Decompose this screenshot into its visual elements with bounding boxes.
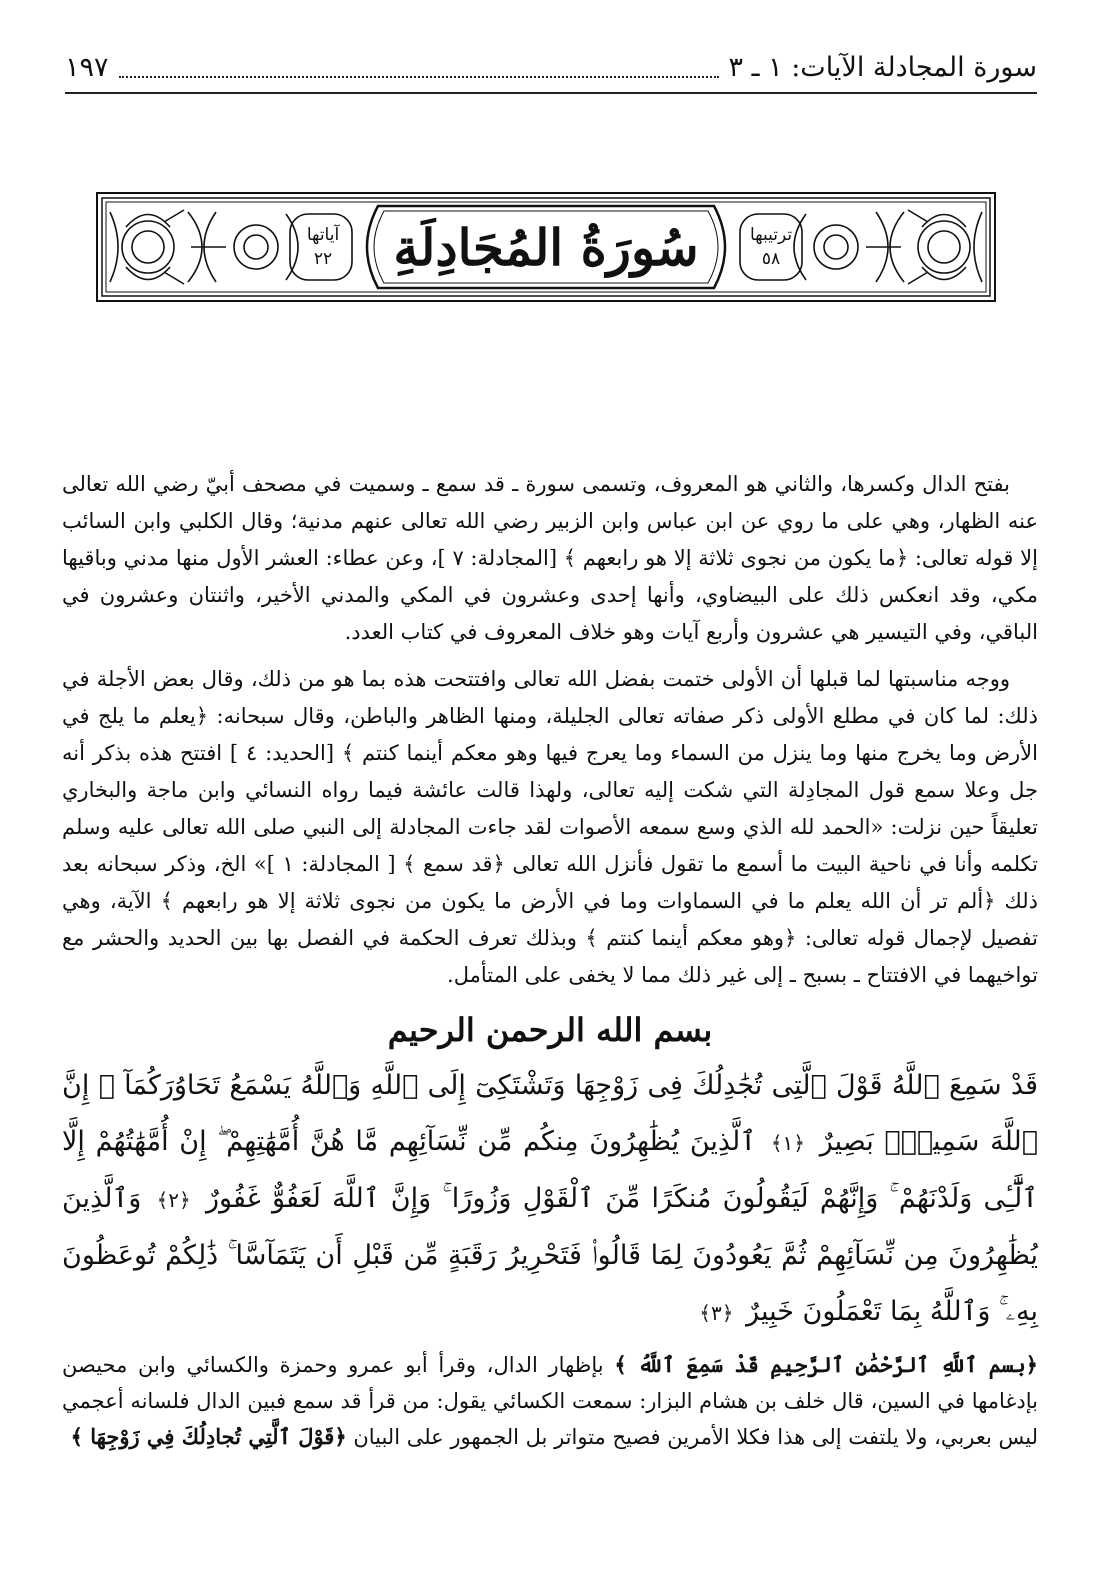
page-number: ١٩٧ xyxy=(65,52,109,83)
intro-paragraph-2: ووجه مناسبتها لما قبلها أن الأولى ختمت بفضل الله تعالى وافتتحت هذه بما هو من ذلك، وقال بعض الأجلة في ذلك: لما كان في مطلع الأولى ذكر صفاته تعالى الجليلة، ومنها الظاهر والباطن، وقال سبحانه: ﴿يعلم ما يلج في الأرض وما يخرج منها وما ينزل من السماء وما يعرج فيها وهو معكم أينما كنتم ﴾ [الحديد: ٤ ] افتتح هذه بذكر أنه جل وعلا سمع قول المجادِلة التي شكت إليه تعالى، ولهذا قالت عائشة فيما رواه النسائي وابن ماجة والبخاري تعليقاً حين نزلت: «الحمد لله الذي وسع سمعه الأصوات لقد جاءت المجادلة إلى النبي صلى الله تعالى عليه وسلم تكلمه وأنا في ناحية البيت ما أسمع ما تقول فأنزل الله تعالى ﴿قد سمع ﴾ [ المجادلة: ١ ]» الخ، وذكر سبحانه بعد ذلك ﴿ألم تر أن الله يعلم ما في السماوات وما في الأرض ما يكون من نجوى ثلاثة إلا هو رابعهم ﴾ الآية، وهي تفصيل لإجمال قوله تعالى: ﴿وهو معكم أينما كنتم ﴾ وبذلك تعرف الحكمة في الفصل بها بين الحديد والحشر مع تواخيهما في الافتتاح ـ بسبح ـ إلى غير ذلك مما لا يخفى على المتأمل. xyxy=(62,667,1038,987)
verse-number-2: ﴿٢﴾ xyxy=(156,1188,191,1212)
tafsir-quote-1: ﴿بسم ٱللَّهِ ٱلرَّحْمَٰنِ ٱلرَّحِيمِ قَدْ سَمِعَ ٱللَّهُ ﴾ xyxy=(614,1352,1038,1377)
header-rule xyxy=(65,92,1037,94)
verses-value: ٢٢ xyxy=(313,249,333,269)
quran-verses xyxy=(62,1058,1038,1341)
order-value: ٥٨ xyxy=(761,249,781,269)
surah-banner xyxy=(96,192,996,302)
verse-number-3: ﴿٣﴾ xyxy=(699,1301,734,1325)
order-label: ترتيبها xyxy=(749,225,793,245)
running-header xyxy=(65,48,1037,88)
verses-label: آياتها xyxy=(306,225,340,245)
tafsir-text-1: بإظهار الدال، وقرأ أبو عمرو وحمزة والكسائي وابن محيصن بإدغامها في السين، قال خلف بن هشام البزار: سمعت الكسائي يقول: من قرأ قد سمع فبين الدال فلسانه أعجمي ليس بعربي، ولا يلتفت إلى هذا فكلا الأمرين فصيح متواتر بل الجمهور على البيان xyxy=(62,1353,1038,1449)
verse-number-1: ﴿١﴾ xyxy=(770,1131,806,1155)
verse-3: وَٱلَّذِينَ يُظَٰهِرُونَ مِن نِّسَآئِهِمْ ثُمَّ يَعُودُونَ لِمَا قَالُوا۟ فَتَحْرِيرُ رَقَبَةٍ مِّن قَبْلِ أَن يَتَمَآسَّا ۚ ذَٰلِكُمْ تُوعَظُونَ بِهِۦ ۚ وَٱللَّهُ بِمَا تَعْمَلُونَ خَبِيرٌ xyxy=(62,1183,1038,1327)
header-leader-dots xyxy=(119,76,719,78)
verse-2: ٱلَّذِينَ يُظَٰهِرُونَ مِنكُم مِّن نِّسَآئِهِم مَّا هُنَّ أُمَّهَٰتِهِمْ ۖ إِنْ أُمَّهَٰتُهُمْ إِلَّا ٱلَّٰٓـِٔى وَلَدْنَهُمْ ۚ وَإِنَّهُمْ لَيَقُولُونَ مُنكَرًا مِّنَ ٱلْقَوْلِ وَزُورًا ۚ وَإِنَّ ٱللَّهَ لَعَفُوٌّ غَفُورٌ xyxy=(62,1126,1038,1214)
page-body xyxy=(62,466,1038,1455)
tafsir-quote-2: ﴿قَوْلَ ٱلَّتِي تُجادِلُكَ فِي زَوْجِهَا ﴾ xyxy=(70,1424,347,1449)
order-cartouche xyxy=(742,212,800,282)
surah-name: سُورَةُ المُجَادِلَةِ xyxy=(393,217,699,277)
verses-count-cartouche xyxy=(294,212,352,282)
verse-1: قَدْ سَمِعَ ٱللَّهُ قَوْلَ ٱلَّتِى تُجَٰدِلُكَ فِى زَوْجِهَا وَتَشْتَكِىٓ إِلَى ٱللَّهِ وَٱللَّهُ يَسْمَعُ تَحَاوُرَكُمَآ ۚ إِنَّ ٱللَّهَ سَمِيعٌۢ بَصِيرٌ xyxy=(62,1070,1038,1157)
header-title: سورة المجادلة الآيات: ١ ـ ٣ xyxy=(728,52,1037,83)
tafsir-paragraph xyxy=(62,1347,1038,1455)
intro-paragraph-1: بفتح الدال وكسرها، والثاني هو المعروف، وتسمى سورة ـ قد سمع ـ وسميت في مصحف أبيّ رضي الله تعالى عنه الظهار، وهي على ما روي عن ابن عباس وابن الزبير رضي الله تعالى عنهم مدنية؛ وقال الكلبي وابن السائب إلا قوله تعالى: ﴿ما يكون من نجوى ثلاثة إلا هو رابعهم ﴾ [المجادلة: ٧ ]، وعن عطاء: العشر الأول منها مدني وباقيها مكي، وقد انعكس ذلك على البيضاوي، وأنها إحدى وعشرون في المكي والمدني الأخير، واثنتان وعشرون في الباقي، وفي التيسير هي عشرون وأربع آيات وهو خلاف المعروف في كتاب العدد. xyxy=(62,472,1038,644)
basmala-heading: بسم الله الرحمن الرحيم xyxy=(387,1011,713,1049)
